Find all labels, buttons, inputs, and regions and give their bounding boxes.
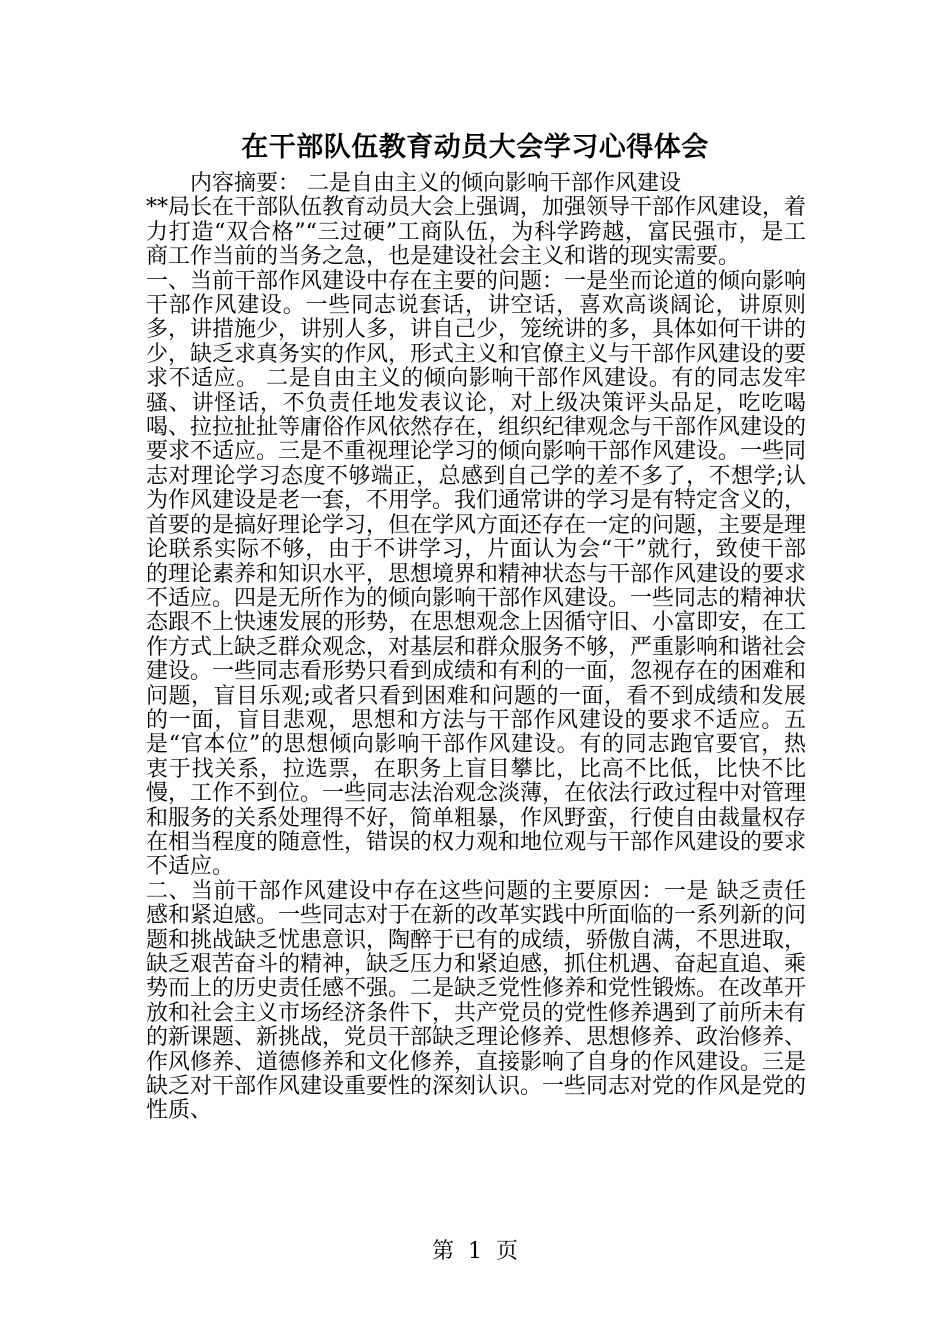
paragraph-section-1: 一、当前干部作风建设中存在主要的问题：一是坐而论道的倾向影响干部作风建设。一些同志说套话，讲空话，喜欢高谈阔论，讲原则多，讲措施少，讲别人多，讲自己少，笼统讲的多，具体如何干讲的少，缺乏求真务实的作风，形式主义和官僚主义与干部作风建设的要求不适应。 二是自由主义的倾向影响干部作风建设。有的同志发牢骚、讲怪话，不负责任地发表议论，对上级决策评头品足，吃吃喝喝、拉拉扯扯等庸俗作风依然存在，组织纪律观念与干部作风建设的要求不适应。三是不重视理论学习的倾向影响干部作风建设。一些同志对理论学习态度不够端正，总感到自己学的差不多了，不想学;认为作风建设是老一套，不用学。我们通常讲的学习是有特定含义的，首要的是搞好理论学习，但在学风方面还存在一定的问题，主要是理论联系实际不够，由于不讲学习，片面认为会“干”就行，致使干部的理论素养和知识水平，思想境界和精神状态与干部作风建设的要求不适应。四是无所作为的倾向影响干部作风建设。一些同志的精神状态跟不上快速发展的形势，在思想观念上因循守旧、小富即安，在工作方式上缺乏群众观念，对基层和群众服务不够，严重影响和谐社会建设。一些同志看形势只看到成绩和有利的一面，忽视存在的困难和问题，盲目乐观;或者只看到困难和问题的一面，看不到成绩和发展的一面，盲目悲观，思想和方法与干部作风建设的要求不适应。五是“官本位”的思想倾向影响干部作风建设。有的同志跑官要官，热衷于找关系，拉选票，在职务上盲目攀比，比高不比低，比快不比慢，工作不到位。一些同志法治观念淡薄，在依法行政过程中对管理和服务的关系处理得不好，简单粗暴，作风野蛮，行使自由裁量权存在相当程度的随意性，错误的权力观和地位观与干部作风建设的要求不适应。: [146, 268, 807, 880]
page-footer: [0, 1237, 950, 1267]
paragraph-intro: **局长在干部队伍教育动员大会上强调，加强领导干部作风建设，着力打造“双合格”“三过硬”工商队伍，为科学跨越，富民强市，是工商工作当前的当务之急，也是建设社会主义和谐的现实需要。: [146, 195, 807, 270]
abstract-line: 内容摘要： 二是自由主义的倾向影响干部作风建设: [190, 171, 681, 196]
paragraph-section-2: 二、当前干部作风建设中存在这些问题的主要原因：一是 缺乏责任感和紧迫感。一些同志对于在新的改革实践中所面临的一系列新的问题和挑战缺乏忧患意识，陶醉于已有的成绩，骄傲自满，不思进取，缺乏艰苦奋斗的精神，缺乏压力和紧迫感，抓住机遇、奋起直追、乘势而上的历史责任感不强。二是缺乏党性修养和党性锻炼。在改革开放和社会主义市场经济条件下，共产党员的党性修养遇到了前所未有的新课题、新挑战，党员干部缺乏理论修养、思想修养、政治修养、作风修养、道德修养和文化修养，直接影响了自身的作风建设。三是缺乏对干部作风建设重要性的深刻认识。一些同志对党的作风是党的性质、: [146, 878, 807, 1124]
document-body: [146, 172, 806, 1124]
page-number: 第 1 页: [432, 1239, 518, 1264]
document-title: 在干部队伍教育动员大会学习心得体会: [241, 132, 709, 163]
